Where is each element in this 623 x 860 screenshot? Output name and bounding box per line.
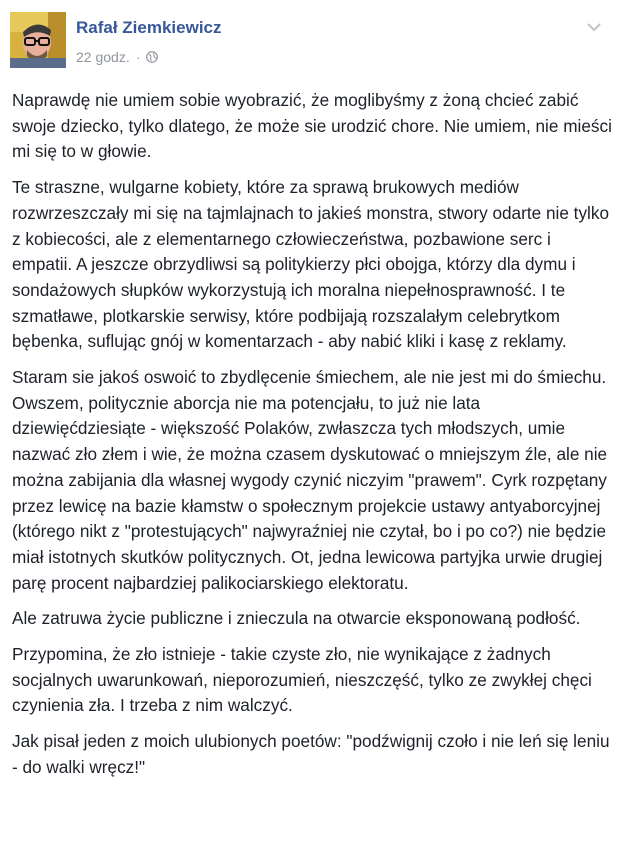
post-header — [10, 12, 610, 72]
chevron-down-icon[interactable] — [586, 22, 602, 32]
post-paragraph: Staram sie jakoś oswoić to zbydlęcenie śmiechem, ale nie jest mi do śmiechu. Owszem, politycznie aborcja nie ma potencjału, to już nie lata dziewięćdziesiąte - większość Polaków, zwłaszcza tych młodszych, umie nazwać zło złem i wie, że można czasem dyskutować o mniejszym źle, ale nie można zabijania dla własnej wygody czynić niczyim "prawem". Cyrk rozpętany przez lewicę na bazie kłamstw o społecznym projekcie ustawy antyaborcyjnej (którego nikt z "protestujących" najwyraźniej nie czytał, bo i po co?) nie będzie miał istotnych skutków politycznych. Ot, jedna lewicowa partyjka urwie drugiej parę procent najbardziej palikociarskiego elektoratu. — [12, 367, 608, 593]
avatar-image — [10, 12, 66, 68]
post-paragraph: Naprawdę nie umiem sobie wyobrazić, że moglibyśmy z żoną chcieć zabić swoje dziecko, tylko dlatego, że może sie urodzić chore. Nie umiem, nie mieści mi się to w głowie. — [12, 90, 612, 162]
post-paragraph: Te straszne, wulgarne kobiety, które za sprawą brukowych mediów rozwrzeszczały mi się na tajmlajnach to jakieś monstra, stwory odarte nie tylko z kobiecości, ale z elementarnego człowieczeństwa, pozbawione serc i empatii. A jeszcze obrzydliwsi są politykierzy płci obojga, którzy dla dymu i sondażowych słupków wykorzystują ich moralna niepełnosprawność. I te szmatławe, plotkarskie serwisy, które podbijają rozszalałym celebrytkom bębenka, suflując gnój w komentarzach - aby nabić kliki i kasę z reklamy. — [12, 177, 610, 352]
post-paragraph: Jak pisał jeden z moich ulubionych poetów: "podźwignij czoło i nie leń się leniu - do walki wręcz!" — [12, 731, 610, 777]
post-timestamp[interactable]: 22 godz. — [76, 49, 130, 65]
post-meta — [76, 49, 158, 65]
author-name[interactable]: Rafał Ziemkiewicz — [76, 18, 222, 37]
meta-separator: · — [135, 49, 141, 65]
post-paragraph: Ale zatruwa życie publiczne i znieczula na otwarcie eksponowaną podłość. — [12, 608, 581, 629]
post-content — [12, 88, 612, 791]
avatar[interactable] — [10, 12, 66, 68]
globe-icon[interactable] — [146, 51, 158, 63]
post-paragraph: Przypomina, że zło istnieje - takie czyste zło, nie wynikające z żadnych socjalnych uwarunkowań, nieporozumień, nieszczęść, tylko ze zwykłej chęci czynienia zła. I trzeba z nim walczyć. — [12, 644, 592, 716]
